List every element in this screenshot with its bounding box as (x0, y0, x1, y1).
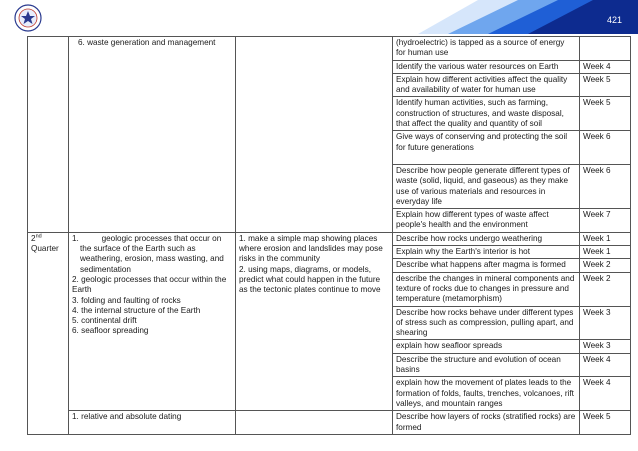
competency-cell: explain how seafloor spreads (393, 340, 580, 353)
week-cell: Week 5 (580, 411, 631, 435)
competency-cell: Describe what happens after magma is formed (393, 259, 580, 272)
week-cell: Week 6 (580, 131, 631, 165)
competency-cell: Describe how rocks undergo weathering (393, 232, 580, 245)
table-row (28, 411, 631, 435)
competency-cell: Describe how people generate different types of waste (solid, liquid, and gaseous) as they make use of various materials and resources in everyday life (393, 164, 580, 208)
week-cell: Week 2 (580, 259, 631, 272)
competency-cell: Explain how different activities affect the quality and availability of water for human use (393, 73, 580, 97)
deped-seal-icon (14, 4, 42, 32)
performance-item: 2. using maps, diagrams, or models, predict what could happen in the future as the tectonic plates continue to move (239, 264, 381, 295)
week-cell: Week 4 (580, 353, 631, 377)
week-cell: Week 7 (580, 209, 631, 233)
curriculum-table (27, 36, 631, 435)
competency-cell: Explain how different types of waste affect people's health and the environment (393, 209, 580, 233)
performance-cell (236, 232, 393, 410)
quarter-word: Quarter (31, 244, 59, 254)
content-cell (69, 37, 236, 233)
content-item: 3. folding and faulting of rocks (72, 295, 181, 305)
competency-cell: describe the changes in mineral components and texture of rocks due to changes in pressure and temperature (metamorphism) (393, 272, 580, 306)
competency-cell: Identify the various water resources on Earth (393, 60, 580, 73)
quarter-cell (28, 37, 69, 233)
week-cell: Week 3 (580, 306, 631, 340)
content-item: 5. continental drift (72, 316, 137, 326)
competency-cell: Describe the structure and evolution of ocean basins (393, 353, 580, 377)
week-cell: Week 2 (580, 272, 631, 306)
content-item: 6. waste generation and management (78, 38, 216, 47)
performance-cell (236, 37, 393, 233)
content-item: 4. the internal structure of the Earth (72, 305, 201, 315)
competency-cell: Describe how layers of rocks (stratified rocks) are formed (393, 411, 580, 435)
performance-cell (236, 411, 393, 435)
week-cell: Week 5 (580, 73, 631, 97)
table-row (28, 232, 631, 245)
table-row (28, 37, 631, 61)
content-cell: 1. relative and absolute dating (69, 411, 236, 435)
week-cell: Week 5 (580, 97, 631, 131)
week-cell: Week 3 (580, 340, 631, 353)
competency-cell: Give ways of conserving and protecting the soil for future generations (393, 131, 580, 165)
quarter-suffix: nd (35, 233, 42, 240)
content-cell (69, 232, 236, 410)
week-cell: Week 6 (580, 164, 631, 208)
performance-item: 1. make a simple map showing places where erosion and landslides may pose risks in the community (239, 233, 383, 264)
week-cell: Week 1 (580, 232, 631, 245)
content-item: 1. geologic processes that occur on the surface of the Earth such as weathering, erosion, mass wasting, and sedimentation (72, 233, 227, 274)
competency-cell: explain how the movement of plates leads to the formation of folds, faults, trenches, volcanoes, rift valleys, and mountain ranges (393, 377, 580, 411)
competency-cell: Describe how rocks behave under different types of stress such as compression, pulling apart, and shearing (393, 306, 580, 340)
quarter-cell (28, 232, 69, 434)
week-cell (580, 37, 631, 61)
content-item: 6. seafloor spreading (72, 326, 149, 336)
competency-cell: (hydroelectric) is tapped as a source of energy for human use (393, 37, 580, 61)
week-cell: Week 4 (580, 377, 631, 411)
week-cell: Week 1 (580, 246, 631, 259)
quarter-number: 2 (31, 233, 36, 243)
page-number: 421 (606, 15, 622, 25)
content-item: 2. geologic processes that occur within the Earth (72, 274, 227, 295)
week-cell: Week 4 (580, 60, 631, 73)
competency-cell: Explain why the Earth's interior is hot (393, 246, 580, 259)
competency-cell: Identify human activities, such as farming, construction of structures, and waste disposal, that affect the quality and quantity of soil (393, 97, 580, 131)
header-band (418, 0, 638, 34)
